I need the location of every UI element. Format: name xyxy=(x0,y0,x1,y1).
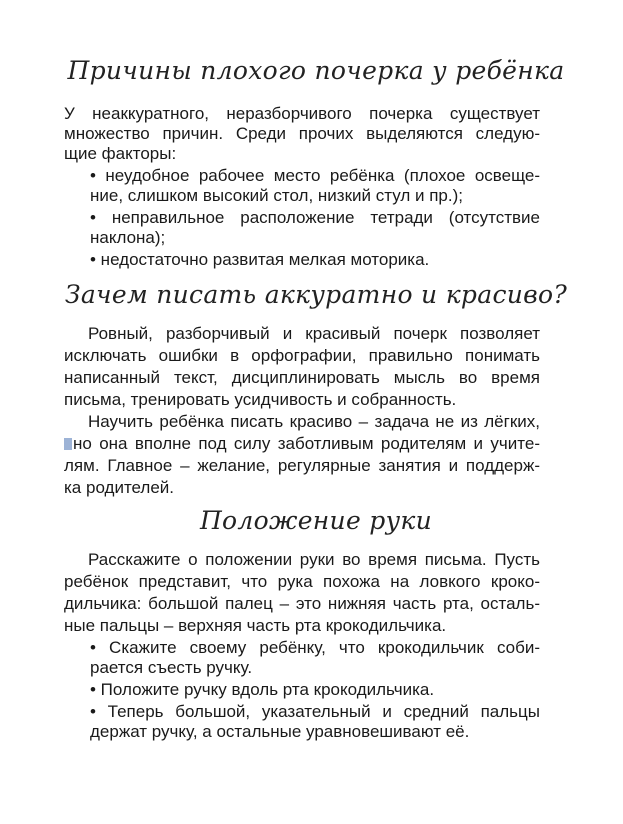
list-item-continued: ние, слишком высокий стол, низкий стул и пр.); xyxy=(90,186,463,205)
paragraph-line: лям. Главное – желание, регулярные занятия и поддерж- xyxy=(64,456,540,475)
list-item-continued: держат ручку, а остальные уравновешивают её. xyxy=(90,722,470,741)
paragraph-line: щие факторы: xyxy=(64,144,177,163)
paragraph-line: У неаккуратного, неразборчивого почерка существует xyxy=(64,104,540,123)
heading-why-write-neatly: Зачем писать аккуратно и красиво? xyxy=(64,280,568,309)
paragraph-line xyxy=(64,434,540,454)
paragraph-line: дильчика: большой палец – это нижняя часть рта, осталь- xyxy=(64,594,540,613)
paragraph-line: написанный текст, дисциплинировать мысль во время xyxy=(64,368,540,387)
paragraph-line: Научить ребёнка писать красиво – задача не из лёгких, xyxy=(88,412,540,431)
paragraph-line: ные пальцы – верхняя часть рта крокодильчика. xyxy=(64,616,447,635)
paragraph-line-text: но она вполне под силу заботливым родителям и учите- xyxy=(73,434,540,453)
list-item-continued: рается съесть ручку. xyxy=(90,658,253,677)
list-item-continued: наклона); xyxy=(90,228,166,247)
list-item: • Теперь большой, указательный и средний пальцы xyxy=(90,702,540,721)
paragraph-line: ка родителей. xyxy=(64,478,175,497)
list-item: • неправильное расположение тетради (отсутствие xyxy=(90,208,540,227)
paragraph-line: ребёнок представит, что рука похожа на ловкого кроко- xyxy=(64,572,540,591)
heading-causes: Причины плохого почерка у ребёнка xyxy=(67,56,565,85)
list-item: • недостаточно развитая мелкая моторика. xyxy=(90,250,430,269)
paragraph-line: исключать ошибки в орфографии, правильно понимать xyxy=(64,346,540,365)
heading-hand-position: Положение руки xyxy=(199,506,433,535)
paragraph-line: письма, тренировать усидчивость и собранность. xyxy=(64,390,457,409)
paragraph-line: Расскажите о положении руки во время письма. Пусть xyxy=(88,550,540,569)
paragraph-line: Ровный, разборчивый и красивый почерк позволяет xyxy=(88,324,540,343)
list-item: • Скажите своему ребёнку, что крокодильчик соби- xyxy=(90,638,540,657)
list-item: • Положите ручку вдоль рта крокодильчика. xyxy=(90,680,435,699)
paragraph-line: множество причин. Среди прочих выделяются следую- xyxy=(64,124,540,143)
text-cursor-marker xyxy=(64,438,72,450)
list-item: • неудобное рабочее место ребёнка (плохое освеще- xyxy=(90,166,540,185)
